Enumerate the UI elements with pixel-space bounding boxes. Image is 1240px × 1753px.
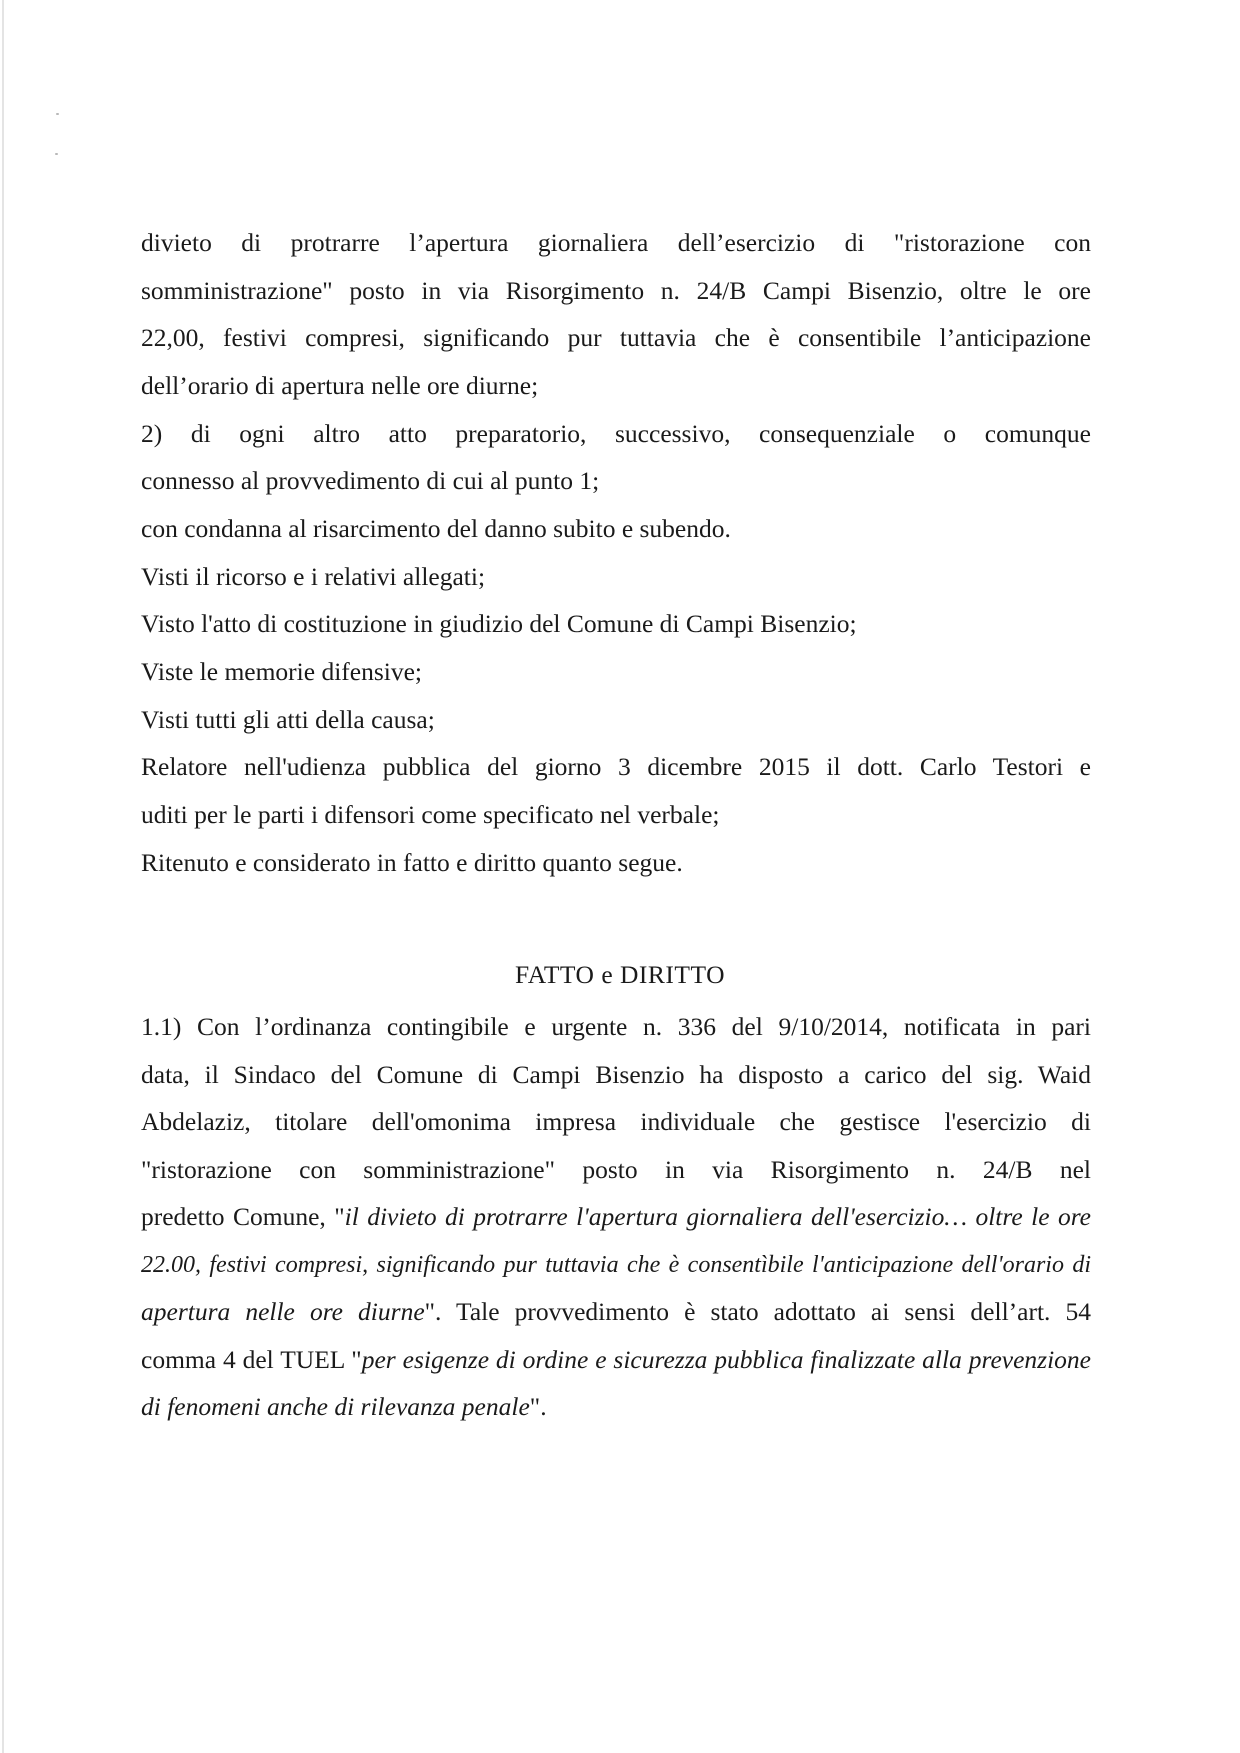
quoted-italic-text: di fenomeni anche di rilevanza penale — [141, 1392, 530, 1421]
text-line: Ritenuto e considerato in fatto e diritto quanto segue. — [141, 848, 683, 877]
plain-text: predetto Comune, " — [141, 1202, 345, 1231]
plain-text: ". Tale provvedimento è stato adottato ai sensi dell’art. 54 — [424, 1297, 1091, 1326]
text-line: data, il Sindaco del Comune di Campi Bisenzio ha disposto a carico del sig. Waid — [141, 1060, 1091, 1089]
text-line: 22,00, festivi compresi, significando pur tuttavia che è consentibile l’anticipazione — [141, 323, 1091, 352]
plain-text: ". — [529, 1392, 547, 1421]
quoted-italic-line: 22.00, festivi compresi, significando pur tuttavia che è consentìbile l'anticipazione dell'orario di — [141, 1252, 1091, 1278]
text-line-mixed — [141, 1202, 1091, 1232]
quoted-italic-text: il divieto di protrarre l'apertura giornaliera dell'esercizio… oltre le ore — [344, 1202, 1091, 1231]
quoted-italic-text: per esigenze di ordine e sicurezza pubblica finalizzate alla prevenzione — [361, 1345, 1092, 1374]
text-line: Relatore nell'udienza pubblica del giorno 3 dicembre 2015 il dott. Carlo Testori e — [141, 752, 1091, 781]
quoted-italic-text: apertura nelle ore diurne — [141, 1297, 425, 1326]
text-line: 1.1) Con l’ordinanza contingibile e urgente n. 336 del 9/10/2014, notificata in pari — [141, 1012, 1091, 1041]
text-line-mixed — [141, 1297, 1091, 1327]
text-line: 2) di ogni altro atto preparatorio, successivo, consequenziale o comunque — [141, 419, 1091, 448]
text-line: "ristorazione con somministrazione" posto in via Risorgimento n. 24/B nel — [141, 1155, 1091, 1184]
scan-speck — [55, 153, 58, 155]
plain-text: comma 4 del TUEL " — [141, 1345, 362, 1374]
text-line: connesso al provvedimento di cui al punto 1; — [141, 466, 600, 495]
text-line-mixed — [141, 1392, 1091, 1422]
text-line: Visti tutti gli atti della causa; — [141, 705, 435, 734]
text-line: con condanna al risarcimento del danno subito e subendo. — [141, 514, 731, 543]
text-line: divieto di protrarre l’apertura giornaliera dell’esercizio di "ristorazione con — [141, 228, 1091, 257]
text-line: Abdelaziz, titolare dell'omonima impresa individuale che gestisce l'esercizio di — [141, 1107, 1091, 1136]
scan-edge-shadow — [2, 0, 4, 1753]
scan-speck — [56, 113, 59, 115]
text-line: somministrazione" posto in via Risorgimento n. 24/B Campi Bisenzio, oltre le ore — [141, 276, 1091, 305]
section-heading: FATTO e DIRITTO — [514, 960, 726, 989]
text-line: Visti il ricorso e i relativi allegati; — [141, 562, 486, 591]
text-line: uditi per le parti i difensori come specificato nel verbale; — [141, 800, 720, 829]
text-line: Visto l'atto di costituzione in giudizio del Comune di Campi Bisenzio; — [141, 609, 857, 638]
text-line: dell’orario di apertura nelle ore diurne; — [141, 371, 539, 400]
text-line-mixed — [141, 1345, 1091, 1375]
text-line: Viste le memorie difensive; — [141, 657, 423, 686]
